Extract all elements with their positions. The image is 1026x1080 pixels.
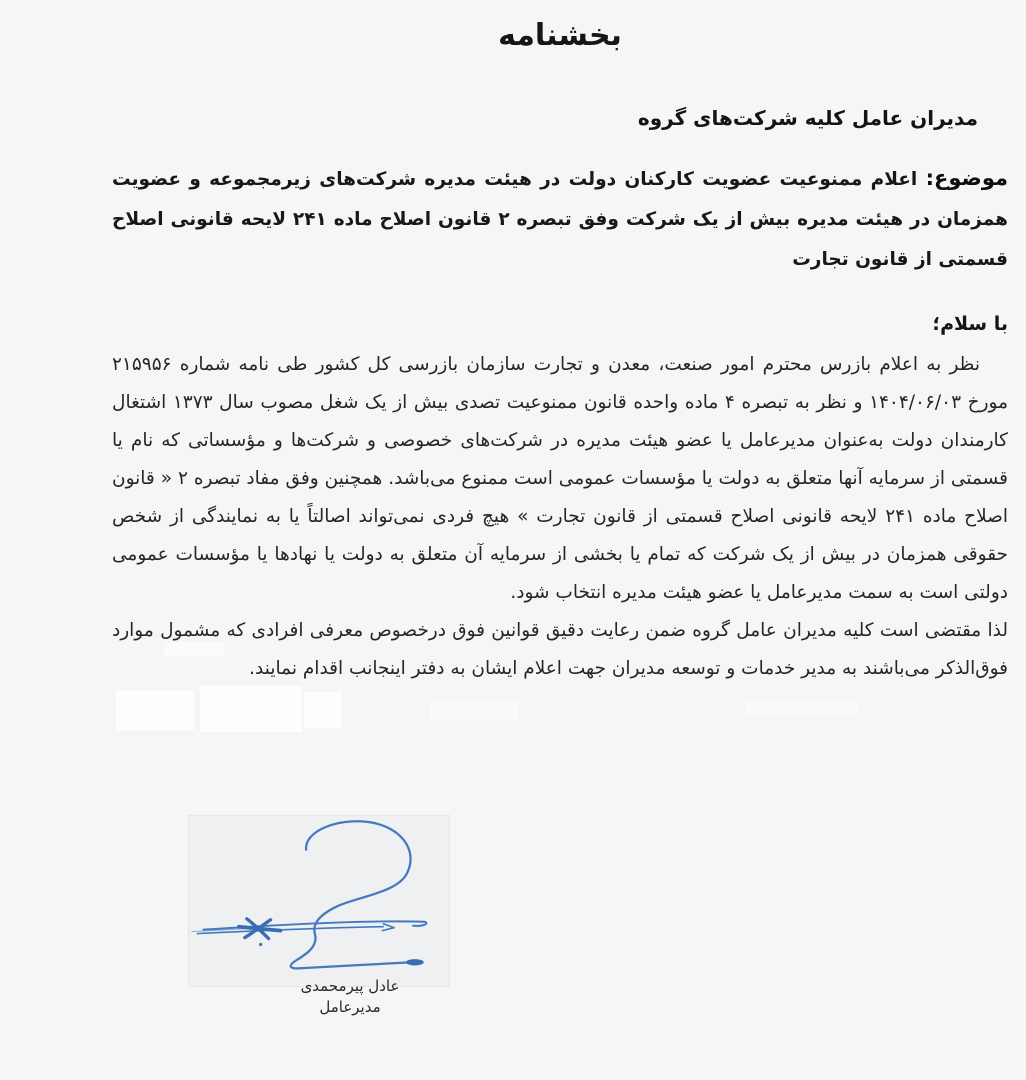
signatory-role: مدیرعامل <box>319 998 381 1016</box>
subject-label: موضوع: <box>925 166 1009 190</box>
whiteout-patch <box>200 686 302 732</box>
body-paragraph-2: لذا مقتضی است کلیه مدیران عامل گروه ضمن رعایت دقیق قوانین فوق درخصوص معرفی افرادی که مشمول موارد فوق‌الذکر می‌باشند به مدیر خدمات و توسعه مدیران جهت اعلام ایشان به دفتر اینجانب اقدام نمایند. <box>112 620 1008 679</box>
signatory-name: عادل پیرمحمدی <box>300 977 400 995</box>
greeting-line: با سلام؛ <box>932 313 1008 335</box>
signature-image <box>188 815 450 987</box>
whiteout-patch <box>746 700 858 716</box>
whiteout-patch <box>430 700 518 720</box>
subject-text: اعلام ممنوعیت عضویت کارکنان دولت در هیئت مدیره شرکت‌های زیرمجموعه و عضویت همزمان در هیئت مدیره بیش از یک شرکت وفق تبصره ۲ قانون اصلاح ماده ۲۴۱ لایحه قانونی اصلاح قسمتی از قانون تجارت <box>112 169 1008 270</box>
signatory-block <box>250 976 450 1018</box>
subject-line <box>112 158 1008 280</box>
body-paragraph-1: نظر به اعلام بازرس محترم امور صنعت، معدن و تجارت سازمان بازرسی کل کشور طی نامه شماره ۲۱۵۹۵۶ مورخ ۱۴۰۴/۰۶/۰۳ و نظر به تبصره ۴ ماده واحده قانون ممنوعیت تصدی بیش از یک شغل مصوب سال ۱۳۷۳ اشتغال کارمندان دولت به‌عنوان مدیرعامل یا عضو هیئت مدیره در شرکت‌های خصوصی و شرکت‌ها و مؤسساتی که نام یا قسمتی از سرمایه آنها متعلق به دولت یا مؤسسات عمومی است ممنوع می‌باشد. همچنین وفق مفاد تبصره ۲ « قانون اصلاح ماده ۲۴۱ لایحه قانونی اصلاح قسمتی از قانون تجارت » هیچ فردی نمی‌تواند اصالتاً یا به نمایندگی از شخص حقوقی همزمان در بیش از یک شرکت که تمام یا بخشی از سرمایه آن متعلق به دولت یا نهادها یا مؤسسات عمومی دولتی است به سمت مدیرعامل یا عضو هیئت مدیره انتخاب شود. <box>112 354 1008 603</box>
whiteout-patch <box>116 690 194 730</box>
page-title: بخشنامه <box>498 18 622 53</box>
whiteout-patch <box>304 692 342 728</box>
recipient-line: مدیران عامل کلیه شرکت‌های گروه <box>637 106 978 130</box>
